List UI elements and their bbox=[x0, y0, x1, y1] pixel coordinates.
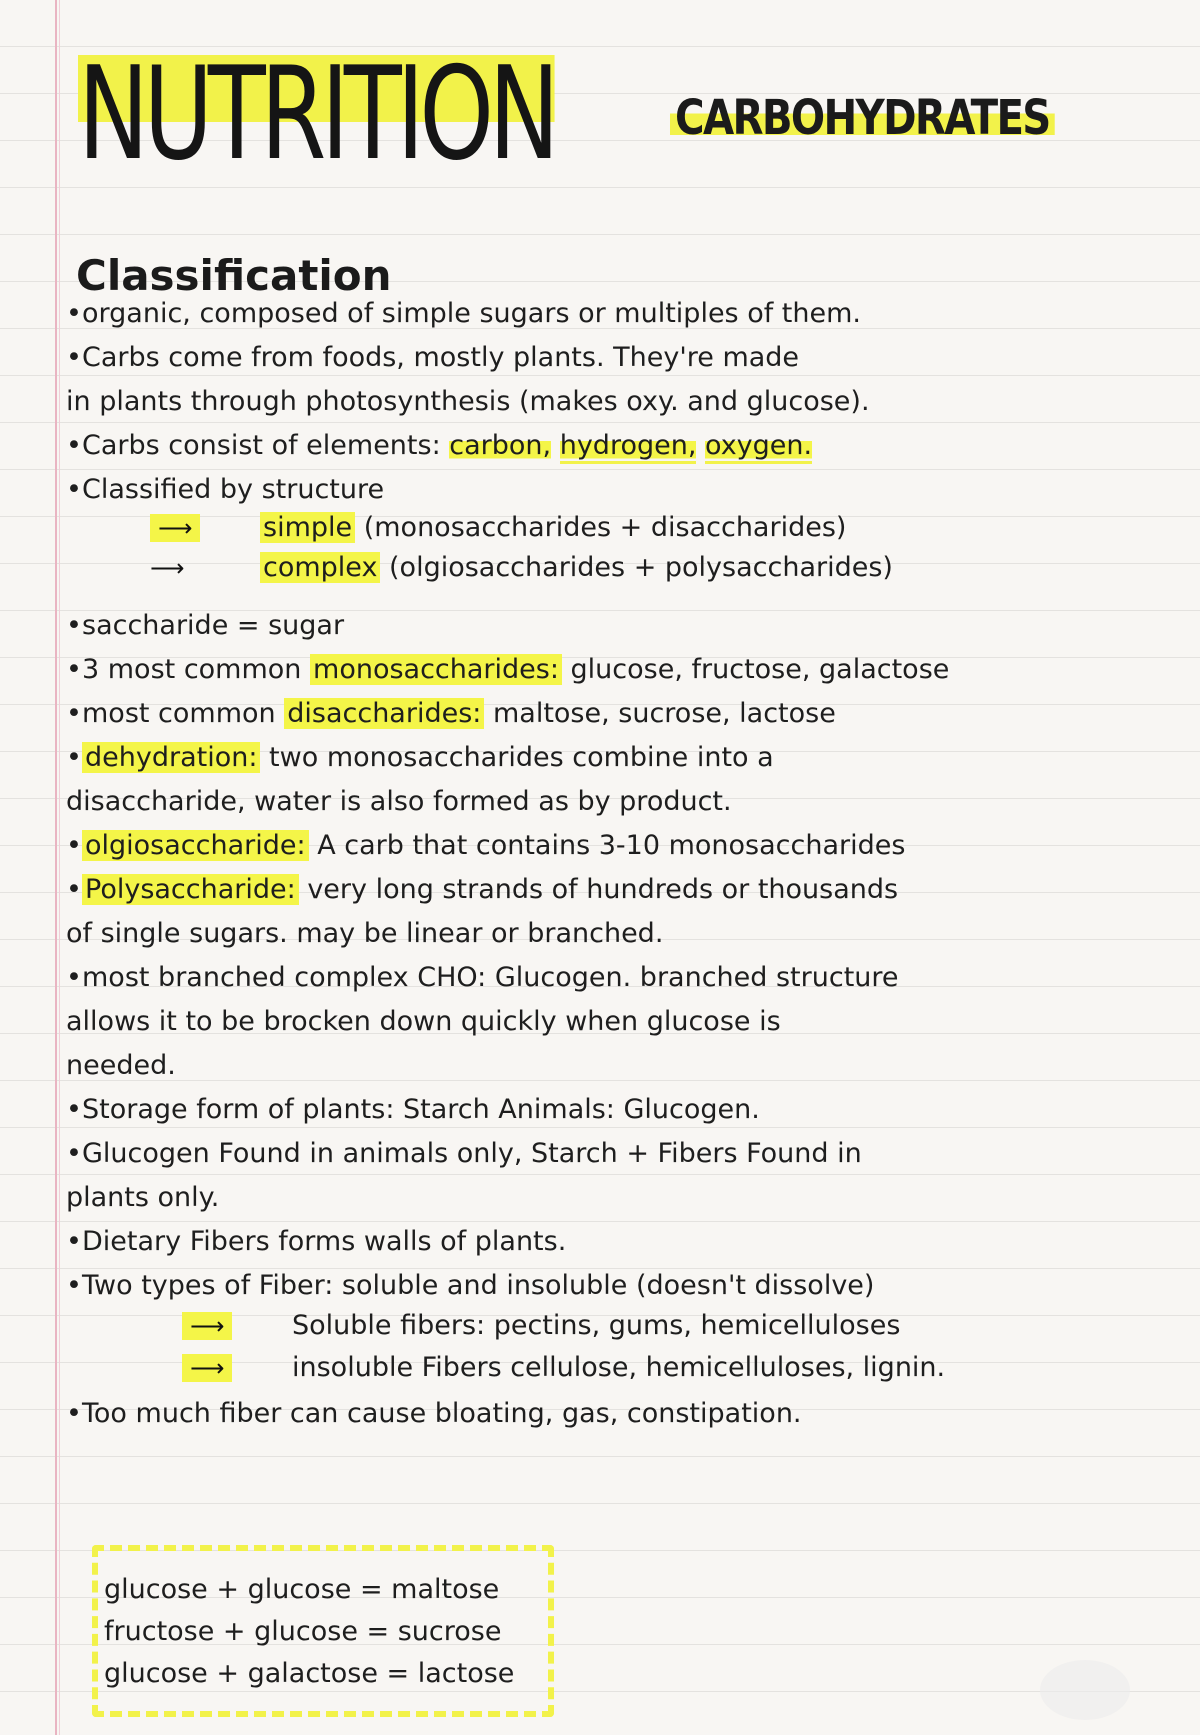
section-heading: Classification bbox=[76, 251, 392, 300]
highlight-monosaccharides: monosaccharides: bbox=[310, 654, 562, 685]
note-line: •Classified by structure bbox=[66, 474, 385, 505]
note-subline: ⟶ complex (olgiosaccharides + polysaccharides) bbox=[150, 550, 1200, 586]
note-line: needed. bbox=[66, 1050, 176, 1081]
note-line: •Storage form of plants: Starch Animals: Glucogen. bbox=[66, 1094, 760, 1125]
note-line: •Dietary Fibers forms walls of plants. bbox=[66, 1226, 567, 1257]
note-line: •most common disaccharides: maltose, sucrose, lactose bbox=[66, 698, 836, 729]
note-line: plants only. bbox=[66, 1182, 220, 1213]
arrow-icon: ⟶ bbox=[182, 1308, 292, 1344]
equation-maltose: glucose + glucose = maltose bbox=[104, 1574, 500, 1605]
margin-line bbox=[55, 0, 57, 1735]
paper-smudge bbox=[1040, 1660, 1130, 1720]
page-subtitle: CARBOHYDRATES bbox=[670, 88, 1055, 148]
highlight-oxygen: oxygen. bbox=[705, 430, 812, 464]
note-line: in plants through photosynthesis (makes oxy. and glucose). bbox=[66, 386, 870, 417]
note-line: •saccharide = sugar bbox=[66, 610, 345, 641]
equation-lactose: glucose + galactose = lactose bbox=[104, 1658, 515, 1689]
highlight-complex: complex bbox=[260, 552, 380, 583]
highlight-dehydration: dehydration: bbox=[82, 742, 260, 773]
note-line: • Polysaccharide: very long strands of hundreds or thousands bbox=[66, 874, 899, 905]
arrow-icon: ⟶ bbox=[182, 1350, 292, 1386]
note-line: •Two types of Fiber: soluble and insoluble (doesn't dissolve) bbox=[66, 1270, 875, 1301]
note-line: disaccharide, water is also formed as by product. bbox=[66, 786, 732, 817]
page-title: NUTRITION bbox=[78, 40, 555, 189]
highlight-olgiosaccharide: olgiosaccharide: bbox=[82, 830, 309, 861]
highlight-disaccharides: disaccharides: bbox=[284, 698, 484, 729]
note-line: •most branched complex CHO: Glucogen. branched structure bbox=[66, 962, 899, 993]
note-line: of single sugars. may be linear or branched. bbox=[66, 918, 664, 949]
note-subline: ⟶ insoluble Fibers cellulose, hemicelluloses, lignin. bbox=[182, 1350, 1200, 1386]
note-line: • dehydration: two monosaccharides combine into a bbox=[66, 742, 774, 773]
highlight-carbon: carbon, bbox=[449, 430, 552, 461]
arrow-icon: ⟶ bbox=[150, 510, 260, 546]
highlight-polysaccharide: Polysaccharide: bbox=[82, 874, 299, 905]
note-line: •organic, composed of simple sugars or multiples of them. bbox=[66, 298, 862, 329]
arrow-icon: ⟶ bbox=[150, 554, 185, 582]
note-line: •Glucogen Found in animals only, Starch + Fibers Found in bbox=[66, 1138, 862, 1169]
note-line: •Carbs consist of elements: carbon, hydrogen, oxygen. bbox=[66, 428, 1166, 464]
highlight-simple: simple bbox=[260, 512, 355, 543]
note-line: • olgiosaccharide: A carb that contains 3-10 monosaccharides bbox=[66, 830, 906, 861]
note-line: •3 most common monosaccharides: glucose, fructose, galactose bbox=[66, 654, 950, 685]
highlight-hydrogen: hydrogen, bbox=[560, 430, 697, 464]
note-line: •Carbs come from foods, mostly plants. They're made bbox=[66, 342, 800, 373]
margin-line-secondary bbox=[59, 0, 60, 1735]
note-line: •Too much fiber can cause bloating, gas, constipation. bbox=[66, 1398, 802, 1429]
note-subline: ⟶ Soluble fibers: pectins, gums, hemicelluloses bbox=[182, 1308, 1200, 1344]
equation-sucrose: fructose + glucose = sucrose bbox=[104, 1616, 502, 1647]
note-subline: ⟶ simple (monosaccharides + disaccharides) bbox=[150, 510, 1200, 546]
note-line: allows it to be brocken down quickly when glucose is bbox=[66, 1006, 781, 1037]
